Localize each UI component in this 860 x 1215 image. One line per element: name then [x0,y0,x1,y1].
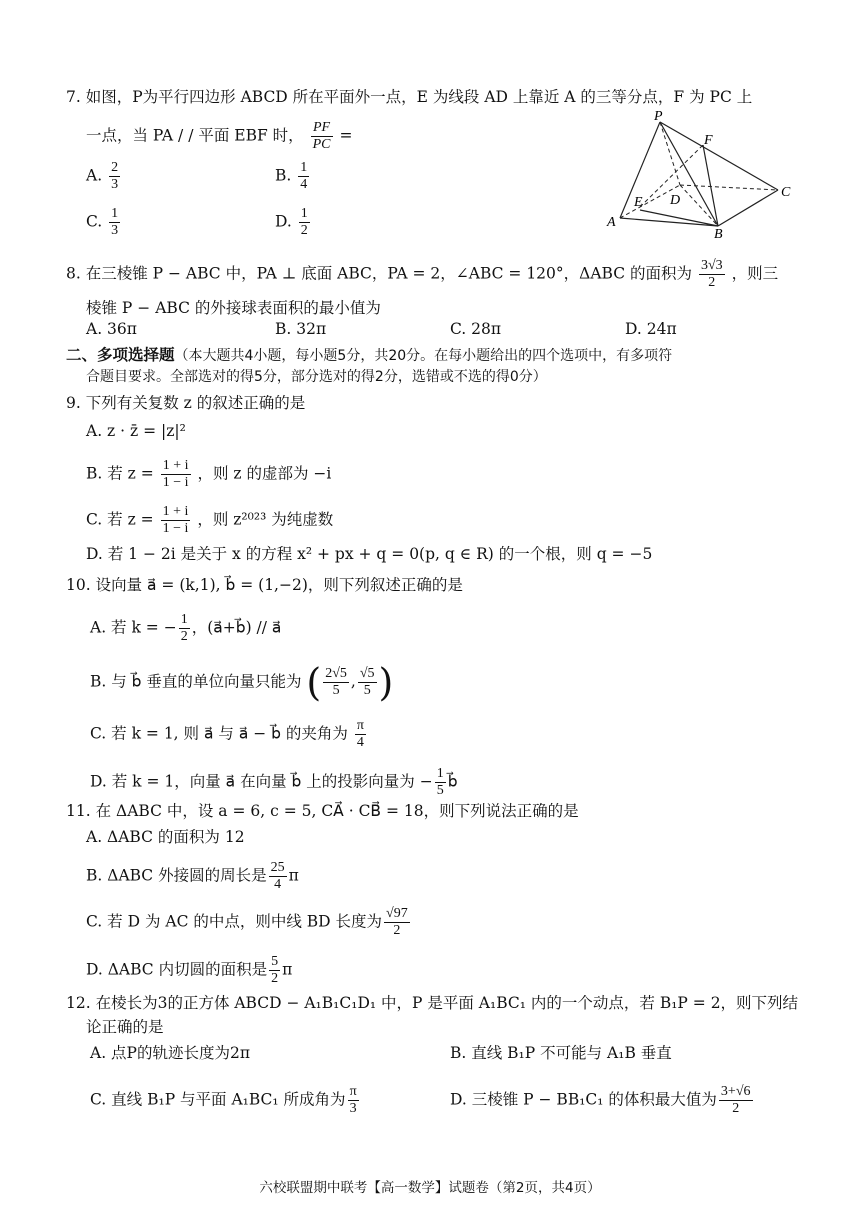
q7-tail: = [339,126,353,145]
q11-b-pre: B. ΔABC 外接圆的周长是 [86,866,267,885]
q12-c-den: 3 [349,1101,357,1116]
q11-c-pre: C. 若 D 为 AC 的中点，则中线 BD 长度为 [86,912,383,931]
q7-opt-d-label: D. [275,212,292,231]
q7-opt-a-num: 2 [111,160,119,175]
q10-c-num: π [356,718,364,733]
q9-b-den: 1 − i [162,475,189,490]
q7-option-b [275,160,311,193]
q10-b-lparen: ( [306,660,322,705]
q10-b-n1: 2√5 [325,666,347,681]
q8-fraction [699,258,725,291]
q12-c-pre: C. 直线 B₁P 与平面 A₁BC₁ 所成角为 [90,1090,346,1109]
q8-line2: 棱锥 P − ABC 的外接球表面积的最小值为 [86,299,381,317]
q12-d-frac [719,1084,753,1117]
q12-d-den: 2 [732,1101,740,1116]
q10-b-d1: 5 [332,683,340,698]
q12-option-c [90,1084,361,1117]
q8-line1 [66,258,778,291]
q10-b-n2: √5 [359,666,375,681]
q10-b-frac2 [358,666,377,699]
q7-opt-a-den: 3 [111,177,119,192]
q11-d-post: π [282,960,293,979]
q8-line1-b: ，则三 [731,264,779,283]
q12-line2: 论正确的是 [86,1018,164,1036]
q7-line2-text: 一点，当 PA / / 平面 EBF 时， [86,126,304,145]
q7-opt-b-label: B. [275,166,292,185]
q9-c-num: 1 + i [162,504,189,519]
q9-stem: 9. 下列有关复数 z 的叙述正确的是 [66,394,306,412]
q8-frac-den: 2 [708,275,716,290]
q10-a-post: ，(a⃗+b⃗) // a⃗ [191,618,282,637]
edge-ab [620,218,718,226]
q10-a-num: 1 [180,612,188,627]
label-p: P [654,110,663,124]
q7-opt-c-num: 1 [111,206,119,221]
q11-d-pre: D. ΔABC 内切圆的面积是 [86,960,268,979]
q11-option-c [86,906,412,939]
q9-option-a: A. z · z̄ = |z|² [86,422,186,440]
q7-option-d [275,206,312,239]
edge-fb [703,145,718,226]
q11-c-frac [384,906,410,939]
q9-option-c [86,504,333,537]
q7-line2 [86,120,352,153]
q10-option-a [90,612,281,645]
q9-b-pre: B. 若 z = [86,464,154,483]
q7-opt-c-den: 3 [111,223,119,238]
q10-c-pre: C. 若 k = 1, 则 a⃗ 与 a⃗ − b⃗ 的夹角为 [90,724,348,743]
q10-c-den: 4 [356,735,364,750]
q7-frac-den: PC [312,137,331,152]
q9-c-den: 1 − i [162,521,189,536]
q10-option-b: B. 与 b⃗ 垂直的单位向量只能为 ( $\frac{2√5}{5}$ , $\frac{√5}{5}$ ) [90,660,394,705]
q12-c-num: π [349,1084,357,1099]
q10-d-den: 5 [436,783,444,798]
q8-line1-a: 8. 在三棱锥 P − ABC 中，PA ⊥ 底面 ABC，PA = 2，∠ABC = 120°，ΔABC 的面积为 [66,264,693,283]
q8-option-b: B. 32π [275,320,327,338]
q10-option-c [90,718,368,751]
q7-opt-a-label: A. [86,166,103,185]
label-f: F [704,133,713,148]
q10-d-frac [435,766,446,799]
q7-opt-d-den: 2 [300,223,308,238]
q11-option-d [86,954,292,987]
q7-opt-d-num: 1 [300,206,308,221]
section2-header [66,344,672,367]
q8-option-d: D. 24π [625,320,677,338]
q11-option-b [86,860,299,893]
q10-d-pre: D. 若 k = 1，向量 a⃗ 在向量 b⃗ 上的投影向量为 − [90,772,433,791]
q11-d-num: 5 [271,954,279,969]
q11-d-frac [269,954,280,987]
q10-a-den: 2 [180,629,188,644]
q10-c-frac [355,718,366,751]
q7-frac-num: PF [311,120,333,137]
label-b: B [714,227,723,240]
q8-option-a: A. 36π [86,320,137,338]
q10-b-d2: 5 [363,683,371,698]
q12-option-b: B. 直线 B₁P 不可能与 A₁B 垂直 [450,1044,672,1062]
q11-stem: 11. 在 ΔABC 中，设 a = 6, c = 5, CA⃗ · CB⃗ = 18，则下列说法正确的是 [66,802,579,820]
q10-a-frac [179,612,190,645]
q9-c-frac [161,504,191,537]
q12-line1: 12. 在棱长为3的正方体 ABCD − A₁B₁C₁D₁ 中，P 是平面 A₁BC₁ 内的一个动点，若 B₁P = 2，则下列结 [66,994,799,1012]
q8-option-c: C. 28π [450,320,502,338]
q10-b-rparen: ) [378,660,394,705]
q7-opt-d-frac [299,206,310,239]
q7-opt-c-label: C. [86,212,103,231]
page-footer: 六校联盟期中联考【高一数学】试题卷（第2页，共4页） [259,1180,601,1196]
label-a: A [607,215,616,230]
q10-a-pre: A. 若 k = − [90,618,177,637]
edge-pc [660,122,778,190]
label-d: D [670,193,681,208]
q9-b-post: ，则 z 的虚部为 −i [197,464,332,483]
q11-c-den: 2 [393,923,401,938]
q10-b-frac1 [323,666,349,699]
q10-option-d [90,766,458,799]
edge-dc [680,185,778,190]
q7-opt-b-frac [298,160,309,193]
q7-pyramid-figure [600,110,800,240]
section2-title: 二、多项选择题 [66,346,175,364]
q10-b-pre: B. 与 b⃗ 垂直的单位向量只能为 [90,672,302,691]
edge-bc [718,190,778,226]
q11-c-num: √97 [386,906,408,921]
q9-b-frac [161,458,191,491]
q7-opt-c-frac [109,206,120,239]
edge-eb [640,210,718,226]
q7-opt-b-num: 1 [300,160,308,175]
q12-option-d [450,1084,755,1117]
q7-opt-a-frac [109,160,120,193]
q7-line1: 7. 如图，P为平行四边形 ABCD 所在平面外一点，E 为线段 AD 上靠近 A 的三等分点，F 为 PC 上 [66,88,753,106]
q12-d-pre: D. 三棱锥 P − BB₁C₁ 的体积最大值为 [450,1090,717,1109]
q7-option-a [86,160,122,193]
q12-option-a: A. 点P的轨迹长度为2π [90,1044,251,1062]
q9-b-num: 1 + i [162,458,189,473]
q11-option-a: A. ΔABC 的面积为 12 [86,828,245,846]
q9-option-b [86,458,331,491]
q8-frac-num: 3√3 [700,258,723,273]
q7-fraction [311,120,333,153]
q7-option-c [86,206,122,239]
label-e: E [634,195,643,210]
q7-opt-b-den: 4 [300,177,308,192]
q12-d-num: 3+√6 [720,1084,751,1099]
q11-b-post: π [288,866,299,885]
q9-c-pre: C. 若 z = [86,510,154,529]
q11-b-frac [269,860,287,893]
q10-d-num: 1 [436,766,444,781]
section2-note-1: （本大题共4小题，每小题5分，共20分。在每小题给出的四个选项中，有多项符 [174,348,673,364]
q9-c-post: ，则 z²⁰²³ 为纯虚数 [197,510,334,529]
q11-d-den: 2 [271,971,279,986]
label-c: C [781,185,791,200]
q11-b-num: 25 [270,860,285,875]
q11-b-den: 4 [274,877,282,892]
q9-option-d: D. 若 1 − 2i 是关于 x 的方程 x² + px + q = 0(p, q ∈ R) 的一个根，则 q = −5 [86,545,653,563]
q12-c-frac [348,1084,359,1117]
q10-d-post: b⃗ [447,772,458,791]
section2-note-2: 合题目要求。全部选对的得5分，部分选对的得2分，选错或不选的得0分） [86,369,547,385]
q10-stem: 10. 设向量 a⃗ = (k,1), b⃗ = (1,−2)，则下列叙述正确的是 [66,576,463,594]
